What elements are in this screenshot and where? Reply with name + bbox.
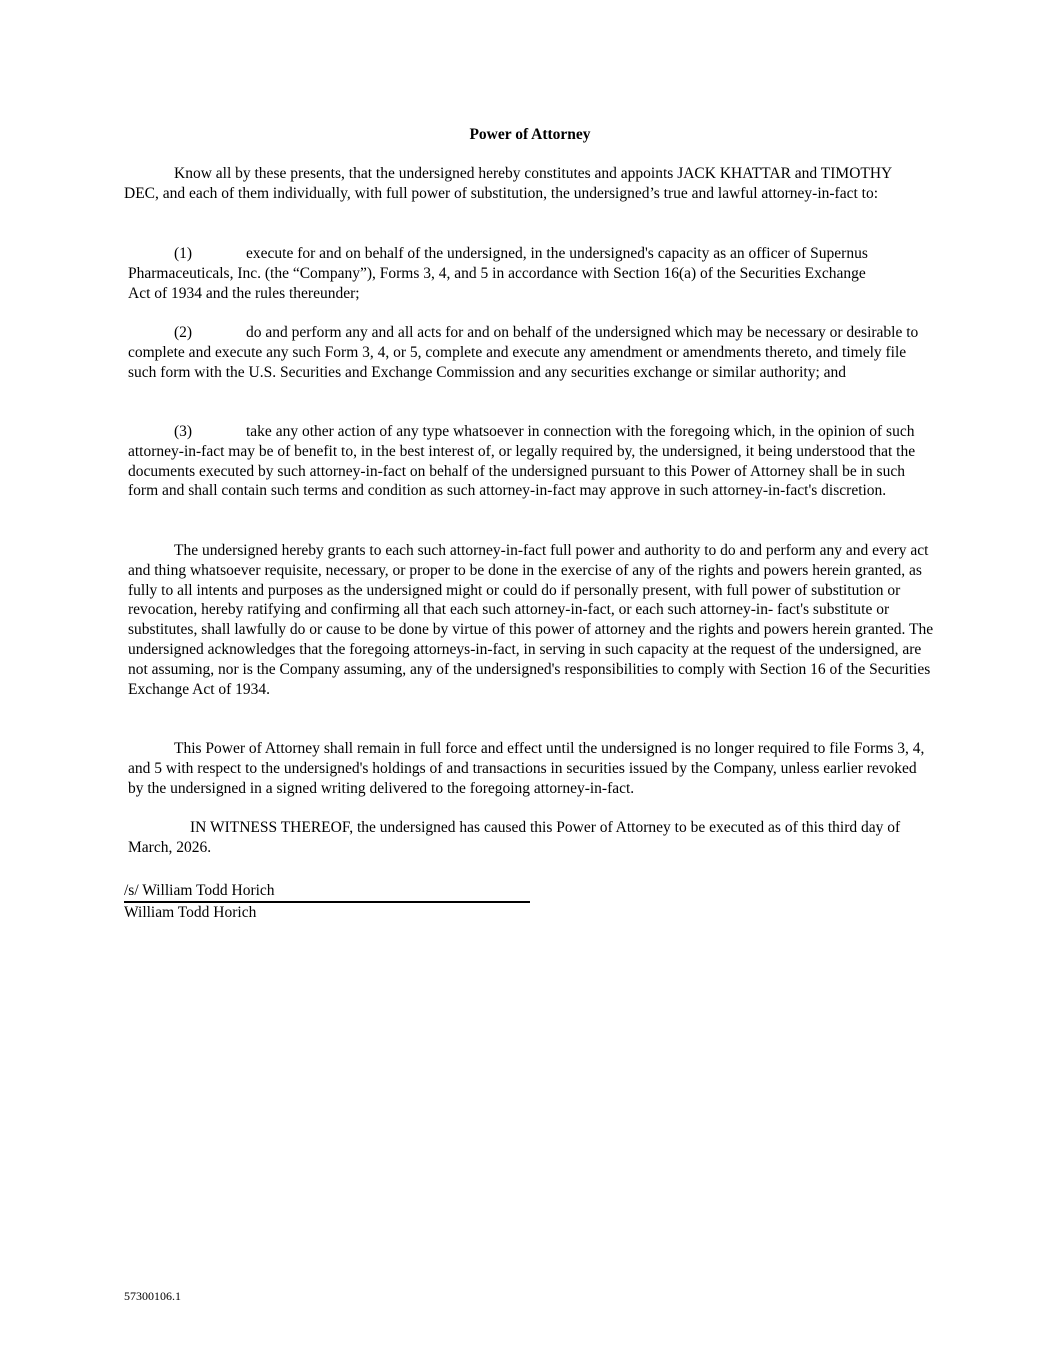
list-item (128, 323, 928, 382)
item-number: (2) (174, 324, 193, 341)
force-paragraph: This Power of Attorney shall remain in full force and effect until the undersigned is no longer required to file Forms 3, 4, and 5 with respect to the undersigned's holdings of and transactions in securities issued by the Company, unless earlier revoked by the undersigned in a signed writing delivered to the foregoing attorney-in-fact. (128, 740, 925, 797)
item-number: (1) (174, 245, 193, 262)
document-code: 57300106.1 (124, 1289, 181, 1303)
item-text: do and perform any and all acts for and on behalf of the undersigned which may be necessary or desirable to complete and execute any such Form 3, 4, or 5, complete and execute any amendment or amendments thereto, and timely file such form with the U.S. Securities and Exchange Commission and any securities exchange or similar authority; and (128, 324, 919, 381)
grants-paragraph: The undersigned hereby grants to each such attorney-in-fact full power and authority to do and perform any and every act and thing whatsoever requisite, necessary, or proper to be done in the exercise of any of the rights and powers herein granted, as fully to all intents and purposes as the undersigned might or could do if personally present, with full power of substitution or revocation, hereby ratifying and confirming all that each such attorney-in-fact, or each such attorney-in- fact's substitute or substitutes, shall lawfully do or cause to be done by virtue of this power of attorney and the rights and powers herein granted. The undersigned acknowledges that the foregoing attorneys-in-fact, in serving in such capacity at the request of the undersigned, are not assuming, nor is the Company assuming, any of the undersigned's responsibilities to comply with Section 16 of the Securities Exchange Act of 1934. (128, 542, 934, 698)
witness-paragraph: IN WITNESS THEREOF, the undersigned has caused this Power of Attorney to be executed as of this third day of March, 2026. (128, 819, 901, 856)
signer-name: William Todd Horich (124, 904, 257, 921)
intro-paragraph: Know all by these presents, that the undersigned hereby constitutes and appoints JACK KHATTAR and TIMOTHY DEC, and each of them individually, with full power of substitution, the undersigned’s true and lawful attorney-in-fact to: (124, 165, 892, 202)
item-text: execute for and on behalf of the undersigned, in the undersigned's capacity as an officer of Supernus Pharmaceuticals, Inc. (the “Company”), Forms 3, 4, and 5 in accordance with Section 16(a) of the Securities Exchange Act of 1934 and the rules thereunder; (128, 245, 868, 302)
list-item (128, 422, 928, 501)
item-number: (3) (174, 423, 193, 440)
item-text: take any other action of any type whatsoever in connection with the foregoing which, in the opinion of such attorney-in-fact may be of benefit to, in the best interest of, or legally required by, the undersigned, it being understood that the documents executed by such attorney-in-fact on behalf of the undersigned pursuant to this Power of Attorney shall be in such form and shall contain such terms and condition as such attorney-in-fact may approve in such attorney-in-fact's discretion. (128, 423, 916, 500)
signature: /s/ William Todd Horich (124, 882, 275, 899)
document-title: Power of Attorney (469, 126, 591, 143)
list-item (128, 244, 888, 303)
